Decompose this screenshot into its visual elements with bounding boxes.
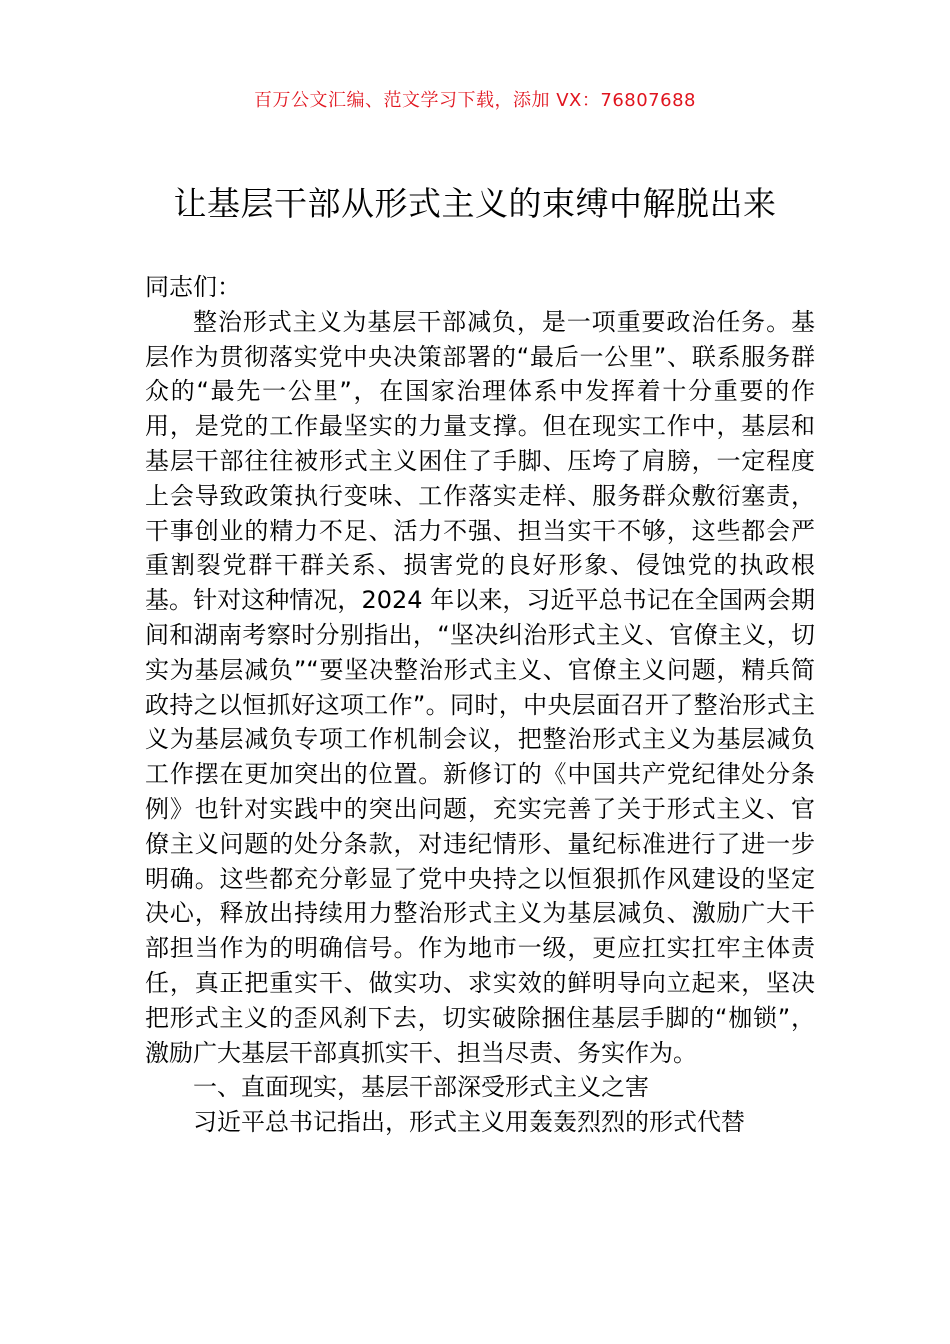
body-paragraph: 整治形式主义为基层干部减负，是一项重要政治任务。基层作为贯彻落实党中央决策部署的“最后一公里”、联系服务群众的“最先一公里”，在国家治理体系中发挥着十分重要的作用，是党的工作最坚实的力量支撑。但在现实工作中，基层和基层干部往往被形式主义困住了手脚、压垮了肩膀，一定程度上会导致政策执行变味、工作落实走样、服务群众敷衍塞责，干事创业的精力不足、活力不强、担当实干不够，这些都会严重割裂党群干群关系、损害党的良好形象、侵蚀党的执政根基。针对这种情况，2024 年以来，习近平总书记在全国两会期间和湖南考察时分别指出，“坚决纠治形式主义、官僚主义，切实为基层减负”“要坚决整治形式主义、官僚主义问题，精兵简政持之以恒抓好这项工作”。同时，中央层面召开了整治形式主义为基层减负专项工作机制会议，把整治形式主义为基层减负工作摆在更加突出的位置。新修订的《中国共产党纪律处分条例》也针对实践中的突出问题，充实完善了关于形式主义、官僚主义问题的处分条款，对违纪情形、量纪标准进行了进一步明确。这些都充分彰显了党中央持之以恒狠抓作风建设的坚定决心，释放出持续用力整治形式主义为基层减负、激励广大干部担当作为的明确信号。作为地市一级，更应扛实扛牢主体责任，真正把重实干、做实功、求实效的鲜明导向立起来，坚决把形式主义的歪风刹下去，切实破除捆住基层手脚的“枷锁”，激励广大基层干部真抓实干、担当尽责、务实作为。 <box>145 307 815 1067</box>
body-paragraph-continued: 习近平总书记指出，形式主义用轰轰烈烈的形式代替 <box>193 1108 745 1137</box>
header-promo-note: 百万公文汇编、范文学习下载，添加 VX：76807688 <box>254 90 696 111</box>
document-body <box>145 270 815 1140</box>
document-title: 让基层干部从形式主义的束缚中解脱出来 <box>173 184 777 223</box>
section-heading: 一、直面现实，基层干部深受形式主义之害 <box>193 1073 649 1102</box>
salutation: 同志们： <box>145 273 241 301</box>
